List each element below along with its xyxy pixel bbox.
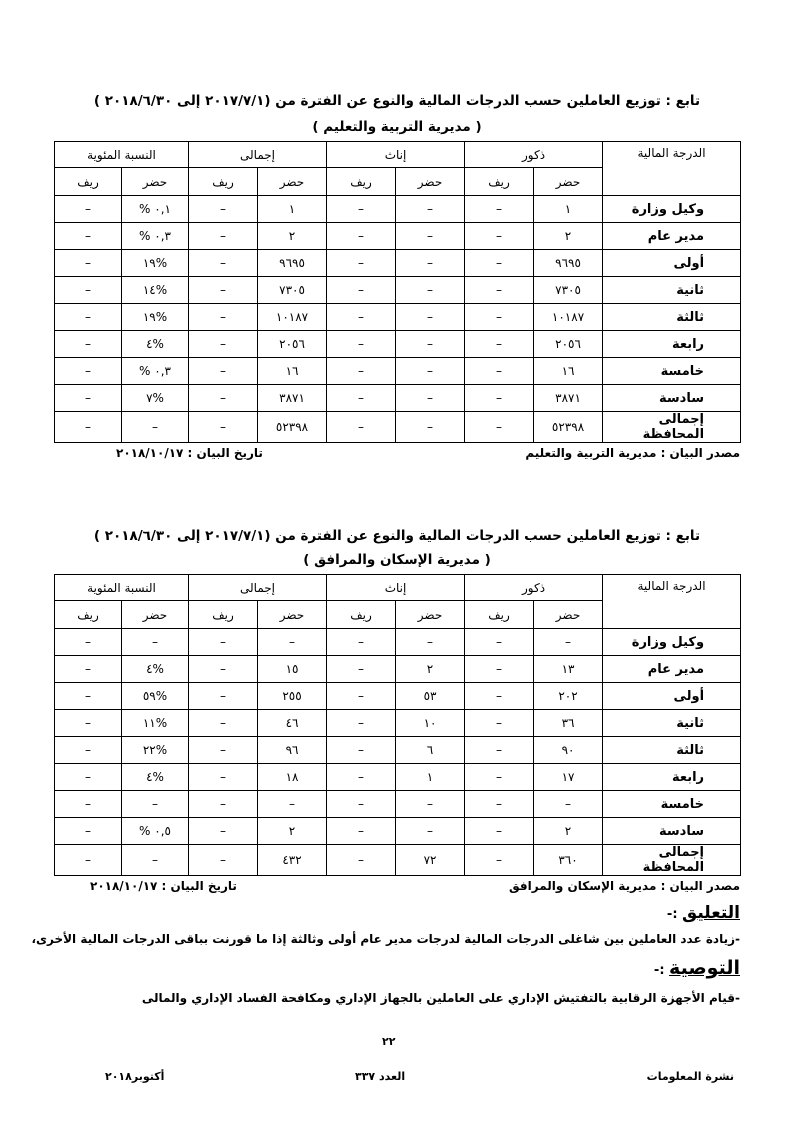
value-cell-p-r: –: [55, 412, 122, 443]
grade-cell: إجمالى المحافظة: [603, 845, 741, 876]
value-cell-m-r: –: [465, 358, 534, 385]
value-cell-p-r: –: [55, 737, 122, 764]
value-cell-f-r: –: [327, 223, 396, 250]
value-cell-t-r: –: [189, 629, 258, 656]
table1-source: مصدر البيان : مديرية التربية والتعليم: [525, 446, 740, 460]
value-cell-f-u: –: [396, 629, 465, 656]
value-cell-p-r: –: [55, 277, 122, 304]
value-cell-f-u: ٦: [396, 737, 465, 764]
value-cell-p-u: ٠,١ %: [122, 196, 189, 223]
value-cell-t-r: –: [189, 304, 258, 331]
grade-cell: وكيل وزارة: [603, 196, 741, 223]
value-cell-p-u: %٤: [122, 331, 189, 358]
value-cell-p-r: –: [55, 358, 122, 385]
value-cell-m-u: ٥٢٣٩٨: [534, 412, 603, 443]
value-cell-p-u: %١٩: [122, 304, 189, 331]
value-cell-f-r: –: [327, 277, 396, 304]
value-cell-t-r: –: [189, 683, 258, 710]
value-cell-p-r: –: [55, 683, 122, 710]
value-cell-m-u: ٢: [534, 818, 603, 845]
value-cell-t-r: –: [189, 358, 258, 385]
grade-cell: ثالثة: [603, 304, 741, 331]
rural-header: ريف: [55, 168, 122, 196]
value-cell-t-u: ١٦: [258, 358, 327, 385]
table-row: [55, 656, 741, 683]
value-cell-t-u: ٢: [258, 223, 327, 250]
value-cell-t-r: –: [189, 791, 258, 818]
value-cell-m-u: ٩٠: [534, 737, 603, 764]
value-cell-m-u: ٣٦٠: [534, 845, 603, 876]
value-cell-m-r: –: [465, 845, 534, 876]
urban-header: حضر: [122, 601, 189, 629]
table-row: [55, 331, 741, 358]
value-cell-m-u: ١٦: [534, 358, 603, 385]
value-cell-m-r: –: [465, 818, 534, 845]
table-row: [55, 764, 741, 791]
table2-date: تاريخ البيان : ٢٠١٨/١٠/١٧: [90, 879, 237, 893]
value-cell-f-u: –: [396, 358, 465, 385]
value-cell-t-u: ٢: [258, 818, 327, 845]
value-cell-p-u: %١٩: [122, 250, 189, 277]
grade-header: الدرجة المالية: [603, 142, 741, 196]
value-cell-t-r: –: [189, 250, 258, 277]
rural-header: ريف: [327, 601, 396, 629]
value-cell-t-u: ١٥: [258, 656, 327, 683]
value-cell-p-r: –: [55, 791, 122, 818]
value-cell-p-u: –: [122, 629, 189, 656]
value-cell-f-r: –: [327, 196, 396, 223]
table-row: [55, 223, 741, 250]
value-cell-t-r: –: [189, 845, 258, 876]
value-cell-p-r: –: [55, 250, 122, 277]
recommendation-heading-suffix: :-: [653, 963, 670, 978]
value-cell-p-r: –: [55, 223, 122, 250]
value-cell-p-u: ٠,٥ %: [122, 818, 189, 845]
value-cell-m-r: –: [465, 683, 534, 710]
value-cell-p-r: –: [55, 629, 122, 656]
table2-title: تابع : توزيع العاملين حسب الدرجات المالية والنوع عن الفترة من (٢٠١٧/٧/١ إلى ٢٠١٨/٦/٣٠ ): [93, 528, 701, 544]
value-cell-t-u: ٢٥٥: [258, 683, 327, 710]
table-row: [55, 358, 741, 385]
rural-header: ريف: [327, 168, 396, 196]
value-cell-m-u: ٢٠٢: [534, 683, 603, 710]
males-header: ذكور: [465, 575, 603, 601]
value-cell-t-r: –: [189, 277, 258, 304]
recommendation-text: -قيام الأجهزة الرقابية بالتفتيش الإداري على العاملين بالجهاز الإداري ومكافحة الفساد الإداري والمالى: [141, 991, 740, 1005]
grade-cell: رابعة: [603, 764, 741, 791]
value-cell-t-r: –: [189, 385, 258, 412]
grade-cell: ثانية: [603, 710, 741, 737]
value-cell-f-r: –: [327, 358, 396, 385]
value-cell-m-u: ١٧: [534, 764, 603, 791]
value-cell-m-r: –: [465, 791, 534, 818]
value-cell-f-r: –: [327, 656, 396, 683]
value-cell-f-r: –: [327, 737, 396, 764]
value-cell-t-r: –: [189, 412, 258, 443]
percent-header: النسبة المئوية: [55, 575, 189, 601]
rural-header: ريف: [55, 601, 122, 629]
table1-date: تاريخ البيان : ٢٠١٨/١٠/١٧: [116, 446, 263, 460]
value-cell-p-u: %٢٢: [122, 737, 189, 764]
value-cell-t-u: –: [258, 629, 327, 656]
value-cell-f-r: –: [327, 845, 396, 876]
value-cell-t-u: ٩٦: [258, 737, 327, 764]
table-row: [55, 304, 741, 331]
table1-title: تابع : توزيع العاملين حسب الدرجات المالية والنوع عن الفترة من (٢٠١٧/٧/١ إلى ٢٠١٨/٦/٣٠ ): [93, 93, 701, 109]
table-row: [55, 277, 741, 304]
value-cell-f-u: –: [396, 196, 465, 223]
table-row: [55, 791, 741, 818]
grade-cell: سادسة: [603, 385, 741, 412]
females-header: إناث: [327, 575, 465, 601]
value-cell-m-u: –: [534, 629, 603, 656]
table2-source: مصدر البيان : مديرية الإسكان والمرافق: [508, 879, 740, 893]
comment-heading-label: التعليق: [682, 903, 740, 923]
value-cell-m-u: ٢٠٥٦: [534, 331, 603, 358]
grade-cell: أولى: [603, 250, 741, 277]
value-cell-t-u: –: [258, 791, 327, 818]
total-header: إجمالى: [189, 575, 327, 601]
table-row: [55, 683, 741, 710]
value-cell-f-u: –: [396, 331, 465, 358]
value-cell-m-r: –: [465, 304, 534, 331]
value-cell-f-u: –: [396, 304, 465, 331]
value-cell-p-r: –: [55, 331, 122, 358]
value-cell-m-r: –: [465, 764, 534, 791]
value-cell-p-u: %١٤: [122, 277, 189, 304]
grade-cell: مدير عام: [603, 656, 741, 683]
footer-publication: نشرة المعلومات: [646, 1070, 734, 1083]
grade-cell: خامسة: [603, 358, 741, 385]
value-cell-p-r: –: [55, 710, 122, 737]
value-cell-f-u: –: [396, 223, 465, 250]
value-cell-m-r: –: [465, 710, 534, 737]
urban-header: حضر: [534, 168, 603, 196]
grade-header: الدرجة المالية: [603, 575, 741, 629]
value-cell-f-r: –: [327, 331, 396, 358]
value-cell-t-u: ٥٢٣٩٨: [258, 412, 327, 443]
value-cell-m-r: –: [465, 385, 534, 412]
table-row: [55, 737, 741, 764]
value-cell-f-r: –: [327, 629, 396, 656]
value-cell-p-u: %٧: [122, 385, 189, 412]
value-cell-f-u: –: [396, 250, 465, 277]
value-cell-m-r: –: [465, 331, 534, 358]
value-cell-m-r: –: [465, 196, 534, 223]
page-number: ٢٢: [382, 1035, 396, 1048]
comment-heading-suffix: :-: [666, 907, 683, 922]
value-cell-p-r: –: [55, 385, 122, 412]
grade-cell: ثانية: [603, 277, 741, 304]
table-row: [55, 818, 741, 845]
value-cell-m-r: –: [465, 412, 534, 443]
value-cell-f-u: –: [396, 818, 465, 845]
value-cell-f-u: –: [396, 277, 465, 304]
value-cell-t-u: ١٠١٨٧: [258, 304, 327, 331]
value-cell-p-u: –: [122, 412, 189, 443]
table-row: [55, 710, 741, 737]
value-cell-t-r: –: [189, 764, 258, 791]
value-cell-p-r: –: [55, 764, 122, 791]
value-cell-t-u: ٩٦٩٥: [258, 250, 327, 277]
urban-header: حضر: [258, 601, 327, 629]
value-cell-m-u: ٩٦٩٥: [534, 250, 603, 277]
value-cell-p-u: ٠,٣ %: [122, 358, 189, 385]
urban-header: حضر: [258, 168, 327, 196]
footer-issue: العدد ٣٣٧: [355, 1070, 406, 1083]
total-header: إجمالى: [189, 142, 327, 168]
value-cell-p-r: –: [55, 196, 122, 223]
value-cell-f-r: –: [327, 250, 396, 277]
table-row: [55, 412, 741, 443]
value-cell-t-r: –: [189, 710, 258, 737]
value-cell-m-u: ١٠١٨٧: [534, 304, 603, 331]
value-cell-f-u: ٥٣: [396, 683, 465, 710]
value-cell-t-u: ٤٦: [258, 710, 327, 737]
table2-subtitle: ( مديرية الإسكان والمرافق ): [303, 552, 491, 568]
table-row: [55, 629, 741, 656]
value-cell-p-u: –: [122, 845, 189, 876]
value-cell-f-u: ١: [396, 764, 465, 791]
value-cell-f-u: –: [396, 791, 465, 818]
comment-text: -زيادة عدد العاملين بين شاغلى الدرجات المالية لدرجات مدير عام أولى وثالثة إذا ما قورنت بباقى الدرجات المالية الأخرى،: [31, 932, 740, 946]
value-cell-m-u: ١: [534, 196, 603, 223]
value-cell-t-r: –: [189, 818, 258, 845]
value-cell-f-r: –: [327, 710, 396, 737]
value-cell-f-r: –: [327, 385, 396, 412]
value-cell-f-u: ٢: [396, 656, 465, 683]
value-cell-m-r: –: [465, 737, 534, 764]
value-cell-f-r: –: [327, 818, 396, 845]
value-cell-t-u: ٢٠٥٦: [258, 331, 327, 358]
rural-header: ريف: [465, 601, 534, 629]
urban-header: حضر: [396, 168, 465, 196]
value-cell-f-u: –: [396, 385, 465, 412]
table2: [54, 574, 741, 876]
value-cell-f-r: –: [327, 304, 396, 331]
grade-cell: مدير عام: [603, 223, 741, 250]
value-cell-p-r: –: [55, 845, 122, 876]
value-cell-p-u: %٤: [122, 764, 189, 791]
value-cell-p-u: %١١: [122, 710, 189, 737]
grade-cell: أولى: [603, 683, 741, 710]
urban-header: حضر: [396, 601, 465, 629]
value-cell-t-r: –: [189, 737, 258, 764]
value-cell-p-u: ٠,٣ %: [122, 223, 189, 250]
value-cell-m-u: ٣٨٧١: [534, 385, 603, 412]
value-cell-t-r: –: [189, 656, 258, 683]
value-cell-t-u: ٧٣٠٥: [258, 277, 327, 304]
value-cell-t-r: –: [189, 223, 258, 250]
value-cell-t-u: ٣٨٧١: [258, 385, 327, 412]
value-cell-p-r: –: [55, 818, 122, 845]
value-cell-m-r: –: [465, 223, 534, 250]
value-cell-m-u: ١٣: [534, 656, 603, 683]
value-cell-p-r: –: [55, 656, 122, 683]
value-cell-m-u: ٧٣٠٥: [534, 277, 603, 304]
table-row: [55, 845, 741, 876]
value-cell-m-r: –: [465, 250, 534, 277]
value-cell-p-u: %٥٩: [122, 683, 189, 710]
grade-cell: سادسة: [603, 818, 741, 845]
rural-header: ريف: [189, 168, 258, 196]
value-cell-f-u: –: [396, 412, 465, 443]
table-row: [55, 250, 741, 277]
value-cell-m-r: –: [465, 656, 534, 683]
value-cell-f-r: –: [327, 791, 396, 818]
value-cell-f-r: –: [327, 683, 396, 710]
grade-cell: إجمالى المحافظة: [603, 412, 741, 443]
recommendation-heading: [654, 957, 740, 979]
grade-cell: رابعة: [603, 331, 741, 358]
value-cell-t-r: –: [189, 196, 258, 223]
rural-header: ريف: [465, 168, 534, 196]
percent-header: النسبة المئوية: [55, 142, 189, 168]
rural-header: ريف: [189, 601, 258, 629]
value-cell-f-r: –: [327, 412, 396, 443]
value-cell-m-r: –: [465, 277, 534, 304]
table-row: [55, 196, 741, 223]
value-cell-f-r: –: [327, 764, 396, 791]
value-cell-m-u: ٣٦: [534, 710, 603, 737]
grade-cell: خامسة: [603, 791, 741, 818]
urban-header: حضر: [534, 601, 603, 629]
grade-cell: وكيل وزارة: [603, 629, 741, 656]
comment-heading: [667, 903, 740, 923]
table1-subtitle: ( مديرية التربية والتعليم ): [312, 119, 482, 135]
grade-cell: ثالثة: [603, 737, 741, 764]
value-cell-t-u: ٤٣٢: [258, 845, 327, 876]
value-cell-m-u: –: [534, 791, 603, 818]
value-cell-f-u: ١٠: [396, 710, 465, 737]
footer-month: أكتوبر٢٠١٨: [105, 1070, 165, 1083]
urban-header: حضر: [122, 168, 189, 196]
value-cell-p-u: –: [122, 791, 189, 818]
value-cell-t-u: ١٨: [258, 764, 327, 791]
value-cell-f-u: ٧٢: [396, 845, 465, 876]
females-header: إناث: [327, 142, 465, 168]
value-cell-p-r: –: [55, 304, 122, 331]
value-cell-t-r: –: [189, 331, 258, 358]
value-cell-t-u: ١: [258, 196, 327, 223]
males-header: ذكور: [465, 142, 603, 168]
value-cell-m-u: ٢: [534, 223, 603, 250]
table-row: [55, 385, 741, 412]
recommendation-heading-label: التوصية: [669, 957, 740, 979]
value-cell-m-r: –: [465, 629, 534, 656]
value-cell-p-u: %٤: [122, 656, 189, 683]
table1: [54, 141, 741, 443]
